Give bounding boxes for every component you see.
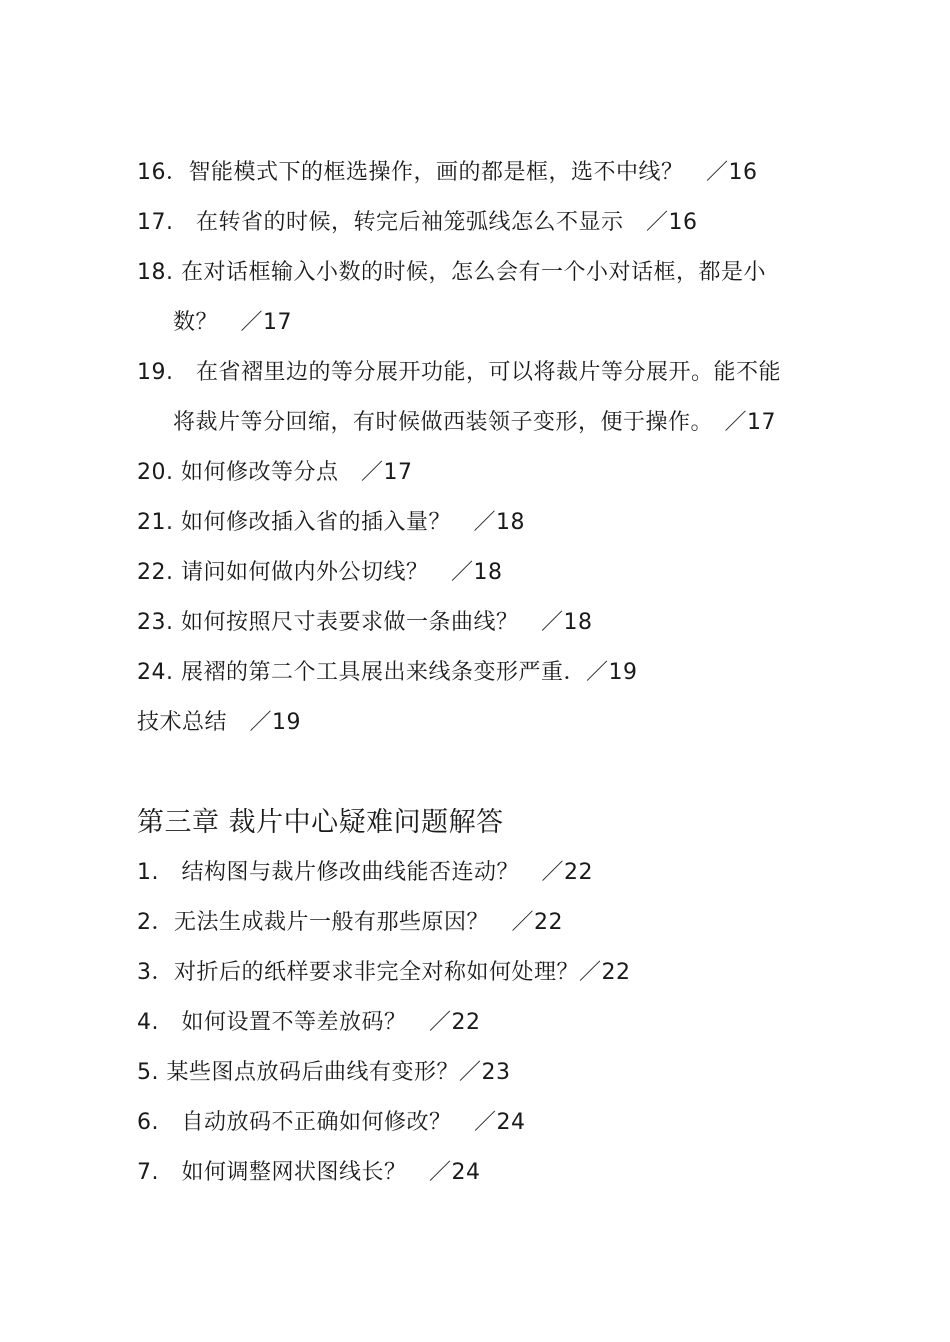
toc-entry-24: 24. 展褶的第二个工具展出来线条变形严重．／19: [137, 660, 638, 685]
toc-entry-18-continued: 数？ ／17: [173, 310, 292, 335]
toc-entry-20: 20. 如何修改等分点 ／17: [137, 460, 413, 485]
toc-entry-c3-3: 3．对折后的纸样要求非完全对称如何处理？／22: [137, 960, 631, 985]
chapter-heading: 第三章 裁片中心疑难问题解答: [137, 807, 504, 838]
toc-entry-19: 19. 在省褶里边的等分展开功能，可以将裁片等分展开。能不能: [137, 360, 781, 385]
toc-entry-c3-2: 2．无法生成裁片一般有那些原因？ ／22: [137, 910, 563, 935]
toc-entry-c3-4: 4. 如何设置不等差放码？ ／22: [137, 1010, 481, 1035]
toc-entry-22: 22. 请问如何做内外公切线？ ／18: [137, 560, 503, 585]
toc-entry-23: 23. 如何按照尺寸表要求做一条曲线？ ／18: [137, 610, 593, 635]
toc-entry-16: 16．智能模式下的框选操作，画的都是框，选不中线？ ／16: [137, 160, 758, 185]
toc-entry-19-continued: 将裁片等分回缩，有时候做西装领子变形，便于操作。 ／17: [173, 410, 776, 435]
toc-entry-18: 18. 在对话框输入小数的时候，怎么会有一个小对话框，都是小: [137, 260, 766, 285]
toc-entry-c3-6: 6. 自动放码不正确如何修改？ ／24: [137, 1110, 526, 1135]
toc-entry-c3-7: 7. 如何调整网状图线长？ ／24: [137, 1160, 481, 1185]
toc-entry-c3-5: 5. 某些图点放码后曲线有变形？／23: [137, 1060, 511, 1085]
toc-entry-17: 17. 在转省的时候，转完后袖笼弧线怎么不显示 ／16: [137, 210, 698, 235]
toc-entry-21: 21. 如何修改插入省的插入量？ ／18: [137, 510, 525, 535]
toc-entry-summary: 技术总结 ／19: [137, 710, 301, 735]
toc-entry-c3-1: 1. 结构图与裁片修改曲线能否连动？ ／22: [137, 860, 593, 885]
